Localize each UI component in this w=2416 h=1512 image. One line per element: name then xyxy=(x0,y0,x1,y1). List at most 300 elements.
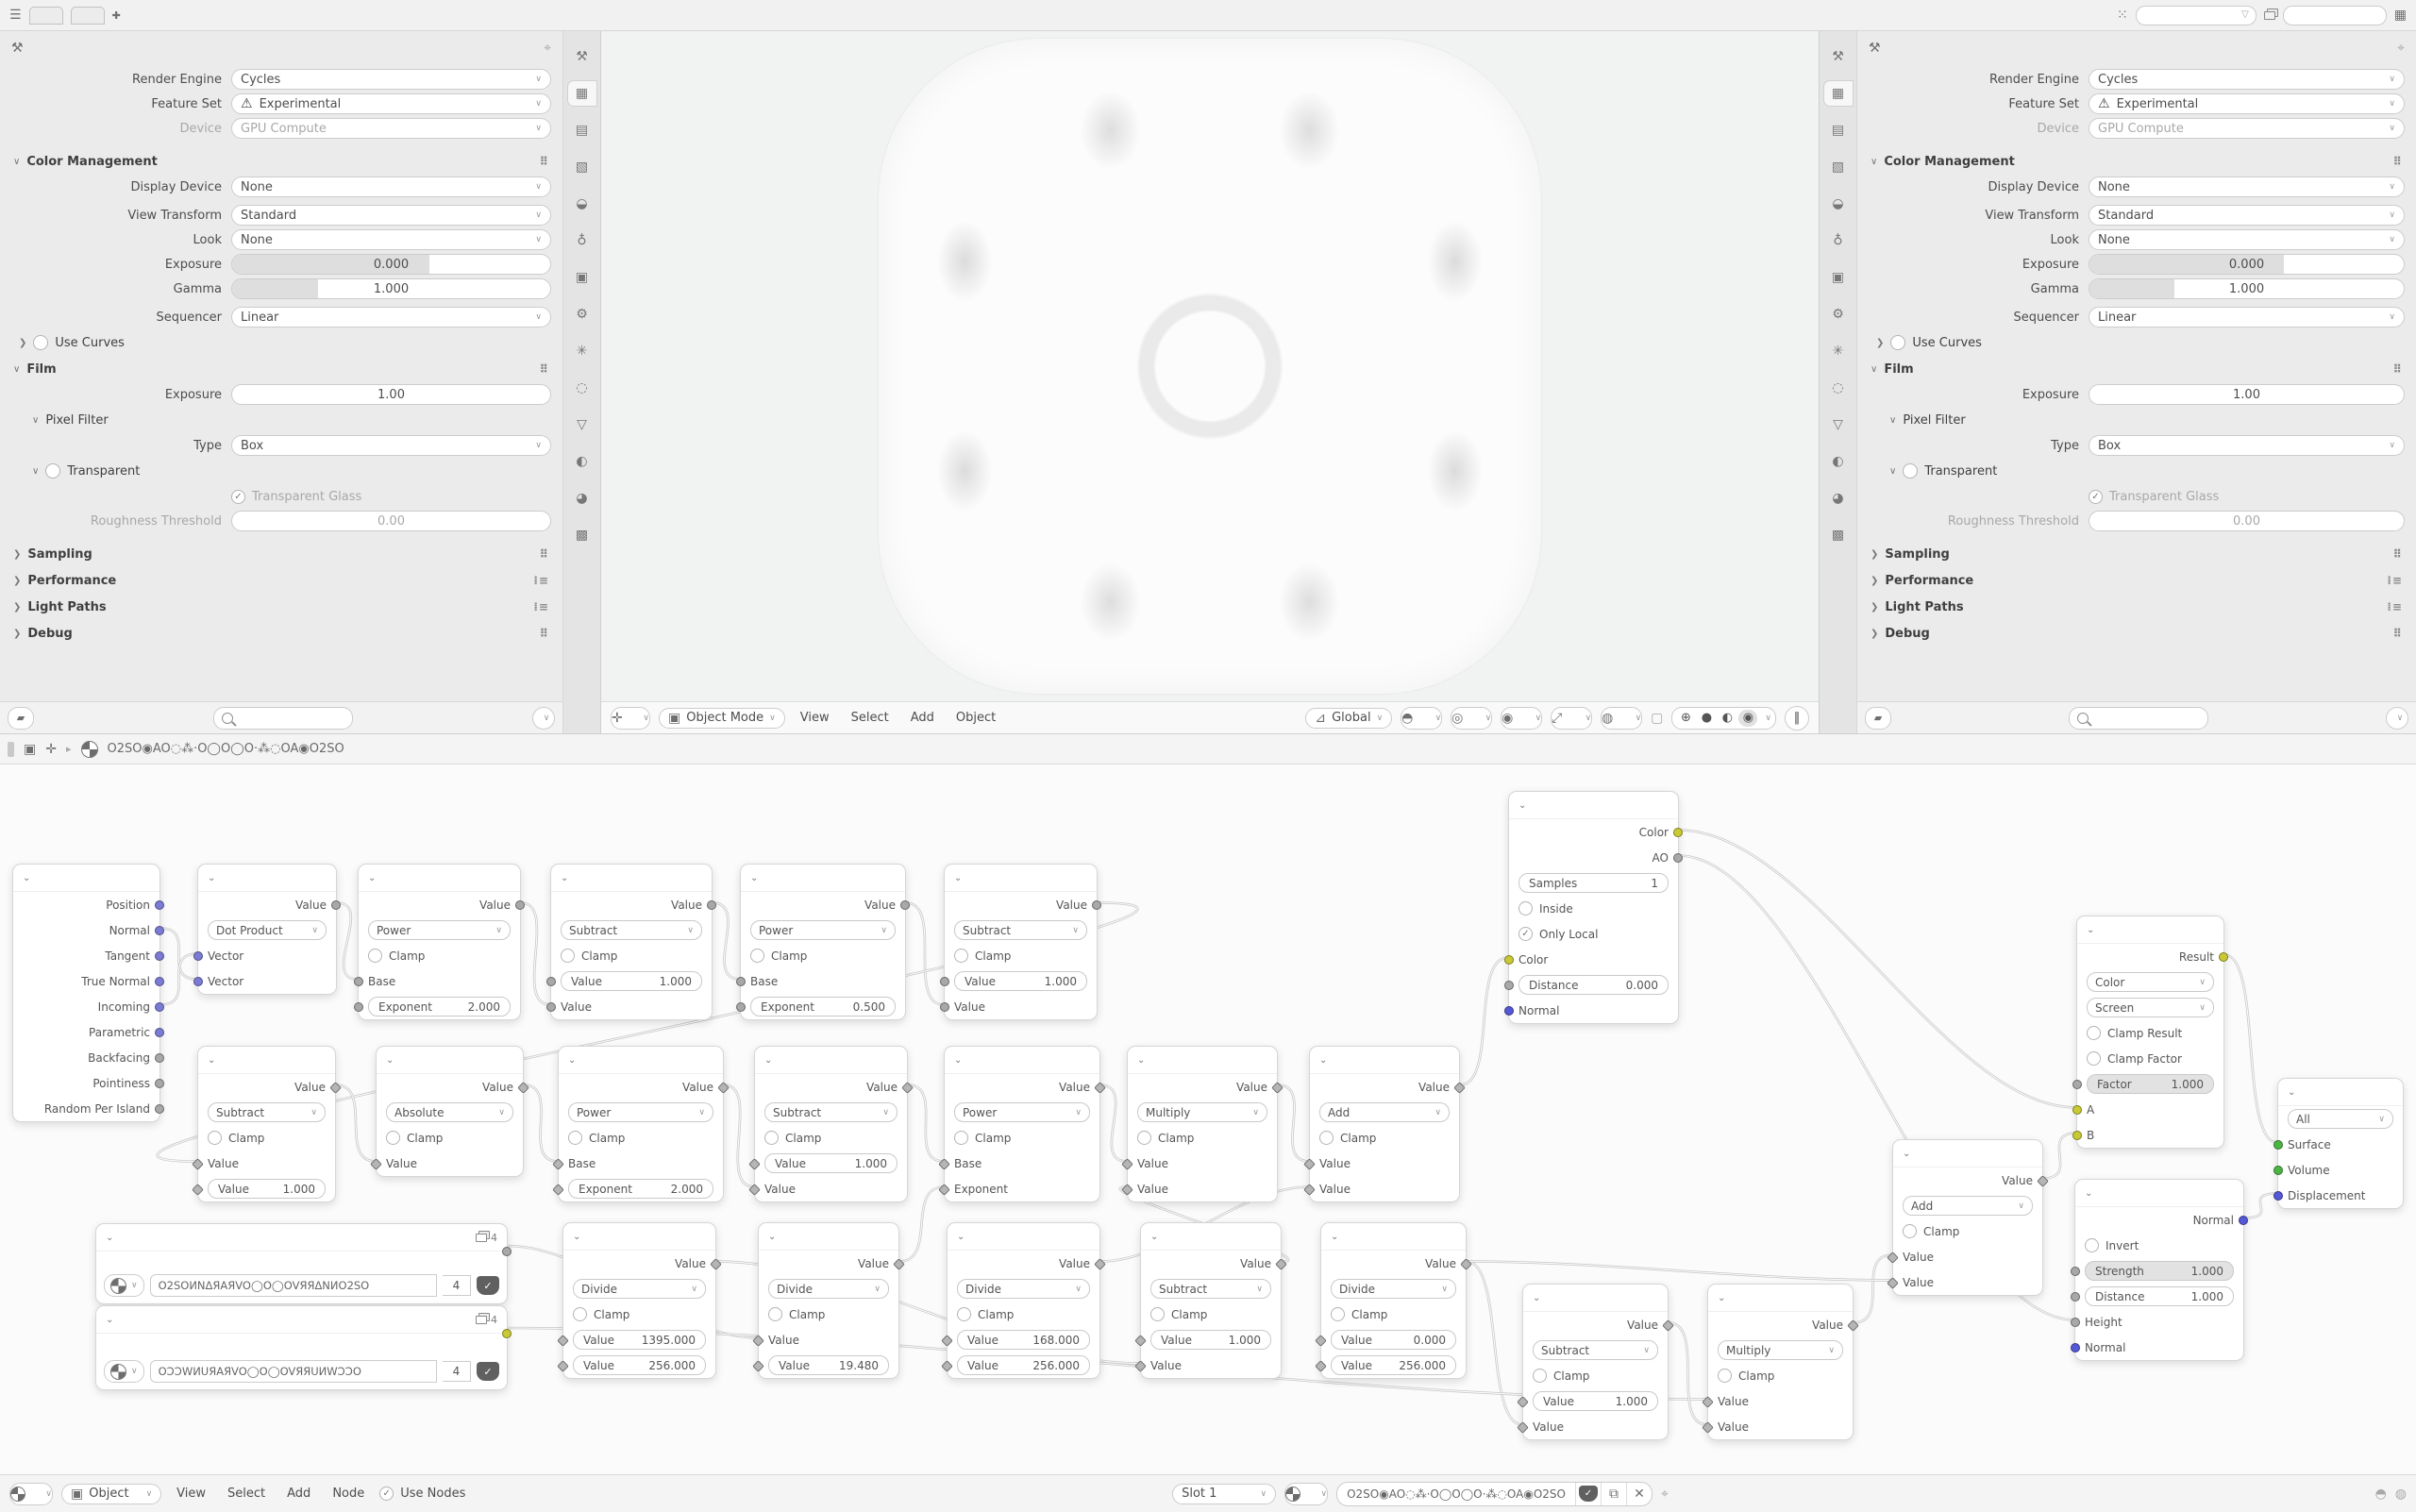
tab-render[interactable]: ▦ xyxy=(1824,81,1853,106)
pin-icon[interactable]: ⌖ xyxy=(1660,1486,1669,1502)
output-socket[interactable] xyxy=(155,977,164,986)
input-socket[interactable] xyxy=(1504,981,1514,990)
node-header[interactable] xyxy=(945,865,1097,892)
display-device-select[interactable]: None ∨ xyxy=(231,176,551,197)
tab-render[interactable]: ▦ xyxy=(568,81,596,106)
input-socket[interactable] xyxy=(2071,1318,2080,1327)
operation-select[interactable]: Subtract ∨ xyxy=(208,1102,326,1122)
debug-section[interactable]: ❯ Debug ⠿ xyxy=(13,626,549,641)
view-layer-field[interactable] xyxy=(2283,6,2387,25)
collapse-chevron-icon[interactable]: ⌄ xyxy=(1718,1292,1726,1303)
transparent-checkbox[interactable] xyxy=(1903,463,1918,479)
filter-toggles-button[interactable]: ▰ xyxy=(8,707,34,730)
value-field[interactable]: Value 256.000 xyxy=(1331,1355,1456,1375)
value-field[interactable]: Value 256.000 xyxy=(573,1355,706,1375)
inside-checkbox[interactable]: Inside xyxy=(1518,901,1573,916)
output-socket[interactable] xyxy=(2239,1216,2248,1225)
node-header[interactable] xyxy=(198,1047,335,1074)
node-header[interactable] xyxy=(551,865,712,892)
node-header[interactable] xyxy=(13,865,159,892)
node-abs1[interactable] xyxy=(376,1046,524,1177)
collapse-chevron-icon[interactable]: ⌄ xyxy=(2085,1187,2093,1199)
proportional-edit-button[interactable]: ◎ ∨ xyxy=(1451,707,1492,730)
unlink-icon[interactable]: ✕ xyxy=(1626,1483,1652,1505)
group-name-field[interactable]: OƆƆWИUЯAЯVO◯O◯OVЯЯUИWƆƆO xyxy=(150,1360,437,1383)
tab-data[interactable]: ◐ xyxy=(1832,454,1844,469)
exponent-field[interactable]: Exponent 0.500 xyxy=(750,997,896,1016)
node-header[interactable] xyxy=(741,865,905,892)
look-select[interactable]: None ∨ xyxy=(2089,229,2405,250)
scene-field[interactable] xyxy=(2136,6,2257,25)
group-output-socket[interactable] xyxy=(502,1247,512,1256)
material-browse-button[interactable]: ∨ xyxy=(104,1360,144,1383)
collapse-chevron-icon[interactable]: ⌄ xyxy=(1533,1292,1541,1303)
input-socket[interactable] xyxy=(193,977,203,986)
transparent-section[interactable]: ∨ Transparent xyxy=(1889,463,1998,479)
operation-select[interactable]: Power ∨ xyxy=(954,1102,1090,1122)
node-header[interactable] xyxy=(1523,1285,1668,1312)
output-socket[interactable] xyxy=(155,1053,164,1063)
clamp-checkbox[interactable]: Clamp xyxy=(1533,1369,1589,1383)
render-engine-select[interactable]: Cycles ∨ xyxy=(231,69,551,90)
tab-material[interactable]: ◕ xyxy=(576,491,588,506)
performance-section[interactable]: ❯ Performance ⁞≡ xyxy=(1871,573,2403,588)
tab-output[interactable]: ▤ xyxy=(575,123,589,138)
menu-add[interactable]: Add xyxy=(910,711,934,725)
tab-output[interactable]: ▤ xyxy=(1831,123,1845,138)
editor-type-button[interactable]: ∨ xyxy=(9,1483,53,1505)
light-paths-section[interactable]: ❯ Light Paths ⁞≡ xyxy=(1871,599,2403,614)
operation-select[interactable]: Divide ∨ xyxy=(768,1279,889,1299)
app-menu-icon[interactable]: ☰ xyxy=(9,8,22,23)
input-socket[interactable] xyxy=(736,977,746,986)
collapse-chevron-icon[interactable]: ⌄ xyxy=(1150,1231,1159,1242)
shading-wireframe-button[interactable]: ⊕ xyxy=(1680,711,1691,725)
clamp-checkbox[interactable]: Clamp xyxy=(1718,1369,1774,1383)
node-header[interactable] xyxy=(948,1223,1099,1251)
collapse-chevron-icon[interactable]: ⌄ xyxy=(368,872,377,883)
value-field[interactable]: Value 1.000 xyxy=(1533,1391,1658,1411)
node-header[interactable] xyxy=(1708,1285,1853,1312)
overlays-icon[interactable]: ◍ xyxy=(2394,1486,2407,1502)
node-sub6[interactable] xyxy=(1522,1284,1669,1440)
pixel-filter-section[interactable]: ∨ Pixel Filter xyxy=(1889,412,1966,428)
node-sub4[interactable] xyxy=(754,1046,908,1202)
collapse-chevron-icon[interactable]: ⌄ xyxy=(1319,1054,1328,1066)
scene-dots-icon[interactable]: ⁙ xyxy=(2117,8,2128,23)
sequencer-select[interactable]: Linear ∨ xyxy=(231,307,551,328)
fake-user-shield-icon[interactable]: ✓ xyxy=(477,1276,499,1295)
tab-constraints[interactable]: ▽ xyxy=(577,417,587,432)
clamp-checkbox[interactable]: Clamp xyxy=(1137,1131,1194,1145)
samples-field[interactable]: Samples 1 xyxy=(1518,873,1669,893)
sequencer-select[interactable]: Linear ∨ xyxy=(2089,307,2405,328)
clamp-checkbox[interactable]: Clamp xyxy=(1903,1224,1959,1238)
operation-select[interactable]: Divide ∨ xyxy=(573,1279,706,1299)
slot-select[interactable]: Slot 1 ∨ xyxy=(1172,1484,1276,1504)
menu-view[interactable]: View xyxy=(799,711,830,725)
collapse-chevron-icon[interactable]: ⌄ xyxy=(568,1054,577,1066)
tab-material[interactable]: ◕ xyxy=(1832,491,1844,506)
node-mix[interactable] xyxy=(2076,916,2224,1149)
node-div2[interactable] xyxy=(758,1222,899,1379)
node-add2[interactable] xyxy=(1892,1139,2043,1296)
node-header[interactable] xyxy=(96,1306,507,1334)
operation-select[interactable]: Subtract ∨ xyxy=(954,920,1087,940)
output-socket[interactable] xyxy=(331,900,341,910)
collapse-chevron-icon[interactable]: ⌄ xyxy=(386,1054,394,1066)
debug-section[interactable]: ❯ Debug ⠿ xyxy=(1871,626,2403,641)
node-header[interactable] xyxy=(759,1223,898,1251)
collapse-chevron-icon[interactable]: ⌄ xyxy=(573,1231,581,1242)
gizmos-button[interactable]: ⤢ ∨ xyxy=(1551,707,1592,730)
menu-select[interactable]: Select xyxy=(227,1487,266,1501)
node-header[interactable] xyxy=(377,1047,523,1074)
fake-user-shield-icon[interactable]: ✓ xyxy=(1579,1486,1598,1502)
node-header[interactable] xyxy=(1509,792,1678,819)
gamma-slider[interactable]: 1.000 xyxy=(231,278,551,299)
value-field[interactable]: Value 1.000 xyxy=(208,1179,326,1199)
node-header[interactable] xyxy=(198,865,336,892)
operation-select[interactable]: Subtract ∨ xyxy=(1150,1279,1271,1299)
tab-texture[interactable]: ▩ xyxy=(1831,528,1845,543)
editor-type-button[interactable]: ✛ ∨ xyxy=(611,707,650,730)
search-input[interactable] xyxy=(2069,707,2208,730)
output-socket[interactable] xyxy=(1673,828,1683,837)
node-header[interactable] xyxy=(2077,916,2223,944)
distance-field[interactable]: Distance 1.000 xyxy=(2085,1286,2234,1306)
node-sub2[interactable] xyxy=(944,864,1098,1020)
value-field[interactable]: Value 1.000 xyxy=(1150,1330,1271,1350)
input-socket[interactable] xyxy=(2273,1191,2283,1201)
invert-checkbox[interactable]: Invert xyxy=(2085,1238,2139,1252)
options-button[interactable]: ∨ xyxy=(532,707,555,730)
operation-select[interactable]: Subtract ∨ xyxy=(764,1102,898,1122)
node-grp2[interactable] xyxy=(95,1305,508,1390)
node-mul1[interactable] xyxy=(1127,1046,1278,1202)
fake-user-shield-icon[interactable]: ✓ xyxy=(477,1362,499,1381)
collapse-chevron-icon[interactable]: ⌄ xyxy=(2288,1086,2296,1098)
value-field[interactable]: Value 168.000 xyxy=(957,1330,1090,1350)
tab-modifiers[interactable]: ⚙ xyxy=(576,307,588,322)
clamp-checkbox[interactable]: Clamp xyxy=(1150,1307,1207,1321)
operation-select[interactable]: Add ∨ xyxy=(1903,1196,2033,1216)
input-socket[interactable] xyxy=(940,977,949,986)
node-sub3[interactable] xyxy=(197,1046,336,1202)
node-grp1[interactable] xyxy=(95,1223,508,1304)
distance-field[interactable]: Distance 0.000 xyxy=(1518,975,1669,995)
node-header[interactable] xyxy=(1128,1047,1277,1074)
operation-select[interactable]: Subtract ∨ xyxy=(561,920,702,940)
node-header[interactable] xyxy=(96,1224,507,1252)
node-pow2[interactable] xyxy=(740,864,906,1020)
output-socket[interactable] xyxy=(1673,853,1683,863)
gamma-slider[interactable]: 1.000 xyxy=(2089,278,2405,299)
use-curves-section[interactable]: ❯ Use Curves xyxy=(1876,335,1982,350)
node-pow1[interactable] xyxy=(358,864,521,1020)
properties-editor-icon[interactable]: ⚒ xyxy=(11,41,24,56)
node-mul2[interactable] xyxy=(1707,1284,1854,1440)
operation-select[interactable]: Multiply ∨ xyxy=(1718,1340,1843,1360)
operation-select[interactable]: Absolute ∨ xyxy=(386,1102,513,1122)
material-name-field[interactable] xyxy=(1336,1482,1653,1506)
clamp-checkbox[interactable]: Clamp xyxy=(1331,1307,1387,1321)
collapse-chevron-icon[interactable]: ⌄ xyxy=(208,1054,216,1066)
transparent-section[interactable]: ∨ Transparent xyxy=(32,463,141,479)
film-section[interactable]: ∨ Film ⠿ xyxy=(1871,361,2403,377)
node-pow3[interactable] xyxy=(558,1046,724,1202)
clamp-checkbox[interactable]: Clamp xyxy=(561,949,617,963)
input-socket[interactable] xyxy=(1504,955,1514,965)
input-socket[interactable] xyxy=(940,1002,949,1012)
input-socket[interactable] xyxy=(2072,1131,2082,1140)
operation-select[interactable]: Power ∨ xyxy=(568,1102,713,1122)
menu-view[interactable]: View xyxy=(176,1487,207,1501)
collapse-chevron-icon[interactable]: ⌄ xyxy=(764,1054,773,1066)
input-socket[interactable] xyxy=(736,1002,746,1012)
node-ao[interactable] xyxy=(1508,791,1679,1024)
material-browse-button[interactable]: ∨ xyxy=(1284,1483,1328,1505)
tab-object[interactable]: ▣ xyxy=(575,270,589,285)
clamp-checkbox[interactable]: Clamp xyxy=(750,949,807,963)
output-socket[interactable] xyxy=(155,951,164,961)
operation-select[interactable]: Dot Product ∨ xyxy=(208,920,327,940)
input-socket[interactable] xyxy=(354,1002,363,1012)
shading-solid-button[interactable]: ● xyxy=(1701,711,1713,725)
value-field[interactable]: Value 256.000 xyxy=(957,1355,1090,1375)
color-management-section[interactable]: ∨ Color Management ⠿ xyxy=(1871,154,2403,169)
transparent-glass-checkbox[interactable]: ✓ Transparent Glass xyxy=(2089,490,2405,504)
node-header[interactable] xyxy=(945,1047,1099,1074)
snap-button[interactable]: ◓ ∨ xyxy=(1401,707,1442,730)
node-header[interactable] xyxy=(1321,1223,1466,1251)
output-socket[interactable] xyxy=(155,1002,164,1012)
search-input[interactable] xyxy=(213,707,353,730)
tab-modifiers[interactable]: ⚙ xyxy=(1832,307,1844,322)
clamp-checkbox[interactable]: Clamp xyxy=(954,1131,1011,1145)
node-header[interactable] xyxy=(559,1047,723,1074)
clamp-checkbox[interactable]: Clamp xyxy=(764,1131,821,1145)
tab-scene[interactable]: ◒ xyxy=(576,196,588,211)
output-socket[interactable] xyxy=(707,900,716,910)
tab-particles[interactable]: ✳ xyxy=(1832,344,1844,359)
film-exposure-field[interactable]: 1.00 xyxy=(231,384,551,405)
device-select[interactable]: GPU Compute ∨ xyxy=(2089,118,2405,139)
tab-view-layer[interactable]: ▧ xyxy=(575,160,589,175)
feature-set-select[interactable]: ⚠ Experimental ∨ xyxy=(2089,93,2405,114)
mode-select[interactable]: ▣ Object Mode ∨ xyxy=(659,708,785,729)
material-browse-button[interactable]: ∨ xyxy=(104,1274,144,1297)
film-section[interactable]: ∨ Film ⠿ xyxy=(13,361,549,377)
collapse-chevron-icon[interactable]: ⌄ xyxy=(954,1054,963,1066)
clamp-checkbox[interactable]: Clamp xyxy=(954,949,1011,963)
operation-select[interactable]: All ∨ xyxy=(2288,1109,2393,1129)
light-paths-section[interactable]: ❯ Light Paths ⁞≡ xyxy=(13,599,549,614)
clamp-checkbox[interactable]: Clamp xyxy=(208,1131,264,1145)
collapse-chevron-icon[interactable]: ⌄ xyxy=(208,872,216,883)
collapse-chevron-icon[interactable]: ⌄ xyxy=(1137,1054,1146,1066)
xray-toggle[interactable]: ▢ xyxy=(1651,710,1664,726)
pixel-filter-section[interactable]: ∨ Pixel Filter xyxy=(32,412,109,428)
input-socket[interactable] xyxy=(2273,1166,2283,1175)
menu-add[interactable]: Add xyxy=(287,1487,311,1501)
transparent-glass-checkbox[interactable]: ✓ Transparent Glass xyxy=(231,490,551,504)
look-select[interactable]: None ∨ xyxy=(231,229,551,250)
use-curves-checkbox[interactable] xyxy=(33,335,48,350)
node-geo[interactable] xyxy=(12,864,160,1122)
operation-select[interactable]: Color ∨ xyxy=(2087,972,2214,992)
clamp-result-checkbox[interactable]: Clamp Result xyxy=(2087,1026,2182,1040)
feature-set-select[interactable]: ⚠ Experimental ∨ xyxy=(231,93,551,114)
exponent-field[interactable]: Exponent 2.000 xyxy=(568,1179,713,1199)
output-socket[interactable] xyxy=(155,1079,164,1088)
value-field[interactable]: Value 19.480 xyxy=(768,1355,889,1375)
tab-tool[interactable]: ⚒ xyxy=(1832,49,1844,64)
input-socket[interactable] xyxy=(2071,1343,2080,1352)
menu-select[interactable]: Select xyxy=(850,711,889,725)
pause-render-button[interactable]: ‖ xyxy=(1785,706,1809,731)
input-socket[interactable] xyxy=(354,977,363,986)
tab-world[interactable]: ♁ xyxy=(1833,233,1843,248)
clamp-checkbox[interactable]: Clamp xyxy=(1319,1131,1376,1145)
properties-editor-icon[interactable]: ⚒ xyxy=(1869,41,1881,56)
only-local-checkbox[interactable]: ✓ Only Local xyxy=(1518,927,1598,941)
tab-physics[interactable]: ◌ xyxy=(1832,380,1844,395)
group-name-field[interactable]: O2SOИNΔЯAЯVO◯O◯OVЯЯΔNИO2SO xyxy=(150,1274,437,1297)
clamp-checkbox[interactable]: Clamp xyxy=(573,1307,629,1321)
input-socket[interactable] xyxy=(2071,1292,2080,1302)
collapse-chevron-icon[interactable]: ⌄ xyxy=(1331,1231,1339,1242)
value-field[interactable]: Value 1.000 xyxy=(561,971,702,991)
node-header[interactable] xyxy=(1893,1140,2042,1168)
pin-icon[interactable]: ⌖ xyxy=(544,41,551,56)
tab-tool[interactable]: ⚒ xyxy=(576,49,588,64)
node-add1[interactable] xyxy=(1309,1046,1460,1202)
clamp-checkbox[interactable]: Clamp xyxy=(568,1131,625,1145)
tab-constraints[interactable]: ▽ xyxy=(1833,417,1843,432)
operation-select[interactable]: Add ∨ xyxy=(1319,1102,1450,1122)
clamp-checkbox[interactable]: Clamp xyxy=(368,949,425,963)
input-socket[interactable] xyxy=(2071,1267,2080,1276)
sampling-section[interactable]: ❯ Sampling ⠿ xyxy=(1871,546,2403,562)
workspace-tab[interactable] xyxy=(29,7,63,25)
input-socket[interactable] xyxy=(1504,1006,1514,1016)
workspace-tab[interactable] xyxy=(71,7,105,25)
color-management-section[interactable]: ∨ Color Management ⠿ xyxy=(13,154,549,169)
operation-select[interactable]: Subtract ∨ xyxy=(1533,1340,1658,1360)
operation-select[interactable]: Divide ∨ xyxy=(1331,1279,1456,1299)
film-exposure-field[interactable]: 1.00 xyxy=(2089,384,2405,405)
output-socket[interactable] xyxy=(155,1104,164,1114)
menu-object[interactable]: Object xyxy=(955,711,997,725)
collapse-chevron-icon[interactable]: ⌄ xyxy=(2087,924,2095,935)
node-sub1[interactable] xyxy=(550,864,713,1020)
visibility-button[interactable]: ◉ ∨ xyxy=(1501,707,1542,730)
collapse-chevron-icon[interactable]: ⌄ xyxy=(1903,1148,1911,1159)
input-socket[interactable] xyxy=(546,1002,556,1012)
editor-corner-handle[interactable] xyxy=(8,742,14,757)
tab-particles[interactable]: ✳ xyxy=(576,344,588,359)
display-device-select[interactable]: None ∨ xyxy=(2089,176,2405,197)
operation-select[interactable]: Multiply ∨ xyxy=(1137,1102,1267,1122)
menu-node[interactable]: Node xyxy=(332,1487,365,1501)
clamp-checkbox[interactable]: Clamp xyxy=(386,1131,443,1145)
operation-select[interactable]: Power ∨ xyxy=(368,920,511,940)
operation-select[interactable]: Power ∨ xyxy=(750,920,896,940)
sampling-section[interactable]: ❯ Sampling ⠿ xyxy=(13,546,549,562)
performance-section[interactable]: ❯ Performance ⁞≡ xyxy=(13,573,549,588)
viewport-3d[interactable] xyxy=(601,31,1819,733)
exposure-slider[interactable]: 0.000 xyxy=(2089,254,2405,275)
node-out[interactable] xyxy=(2277,1078,2404,1209)
use-curves-section[interactable]: ❯ Use Curves xyxy=(19,335,125,350)
operation-select[interactable]: Screen ∨ xyxy=(2087,998,2214,1017)
roughness-field[interactable]: 0.00 xyxy=(2089,511,2405,531)
node-div3[interactable] xyxy=(947,1222,1100,1379)
output-socket[interactable] xyxy=(1092,900,1101,910)
options-button[interactable]: ∨ xyxy=(2386,707,2408,730)
value-field[interactable]: Value 1395.000 xyxy=(573,1330,706,1350)
value-field[interactable]: Value 1.000 xyxy=(764,1153,898,1173)
output-socket[interactable] xyxy=(155,900,164,910)
pin-icon[interactable]: ⌖ xyxy=(2397,41,2405,56)
collapse-chevron-icon[interactable]: ⌄ xyxy=(957,1231,965,1242)
value-field[interactable]: Value 1.000 xyxy=(954,971,1087,991)
copy-icon[interactable]: ⧉ xyxy=(1601,1483,1626,1505)
factor-field[interactable]: Factor 1.000 xyxy=(2087,1074,2214,1094)
shading-rendered-button[interactable]: ◉ xyxy=(1738,710,1757,727)
node-div4[interactable] xyxy=(1320,1222,1467,1379)
tab-scene[interactable]: ◒ xyxy=(1832,196,1844,211)
node-header[interactable] xyxy=(2075,1180,2243,1207)
collapse-chevron-icon[interactable]: ⌄ xyxy=(1518,799,1527,811)
exponent-field[interactable]: Exponent 2.000 xyxy=(368,997,511,1016)
overlays-button[interactable]: ◍ ∨ xyxy=(1601,707,1642,730)
tab-physics[interactable]: ◌ xyxy=(576,380,588,395)
node-div1[interactable] xyxy=(562,1222,716,1379)
viewport-canvas[interactable] xyxy=(601,31,1819,701)
node-header[interactable] xyxy=(2278,1079,2403,1106)
node-header[interactable] xyxy=(1310,1047,1459,1074)
input-socket[interactable] xyxy=(193,951,203,961)
add-workspace-button[interactable]: ✚ xyxy=(111,8,121,22)
node-header[interactable] xyxy=(359,865,520,892)
collapse-chevron-icon[interactable]: ⌄ xyxy=(561,872,569,883)
tab-object[interactable]: ▣ xyxy=(1831,270,1845,285)
snap-icon[interactable]: ◓ xyxy=(2374,1486,2387,1502)
output-socket[interactable] xyxy=(2219,952,2228,962)
device-select[interactable]: GPU Compute ∨ xyxy=(231,118,551,139)
collapse-chevron-icon[interactable]: ⌄ xyxy=(23,872,31,883)
collapse-chevron-icon[interactable]: ⌄ xyxy=(768,1231,777,1242)
tab-view-layer[interactable]: ▧ xyxy=(1831,160,1845,175)
output-socket[interactable] xyxy=(900,900,910,910)
view-transform-select[interactable]: Standard ∨ xyxy=(2089,205,2405,226)
node-header[interactable] xyxy=(755,1047,907,1074)
shading-material-button[interactable]: ◐ xyxy=(1721,711,1734,725)
node-dot[interactable] xyxy=(197,864,337,995)
input-socket[interactable] xyxy=(2072,1080,2082,1089)
value-field[interactable]: Value 0.000 xyxy=(1331,1330,1456,1350)
tab-world[interactable]: ♁ xyxy=(577,233,587,248)
clamp-checkbox[interactable]: Clamp xyxy=(957,1307,1014,1321)
node-sub5[interactable] xyxy=(1140,1222,1282,1379)
clamp-checkbox[interactable]: Clamp xyxy=(768,1307,825,1321)
filter-toggles-button[interactable]: ▰ xyxy=(1865,707,1891,730)
input-socket[interactable] xyxy=(2072,1105,2082,1115)
output-socket[interactable] xyxy=(155,926,164,935)
display-icon[interactable]: ▦ xyxy=(2393,8,2407,23)
